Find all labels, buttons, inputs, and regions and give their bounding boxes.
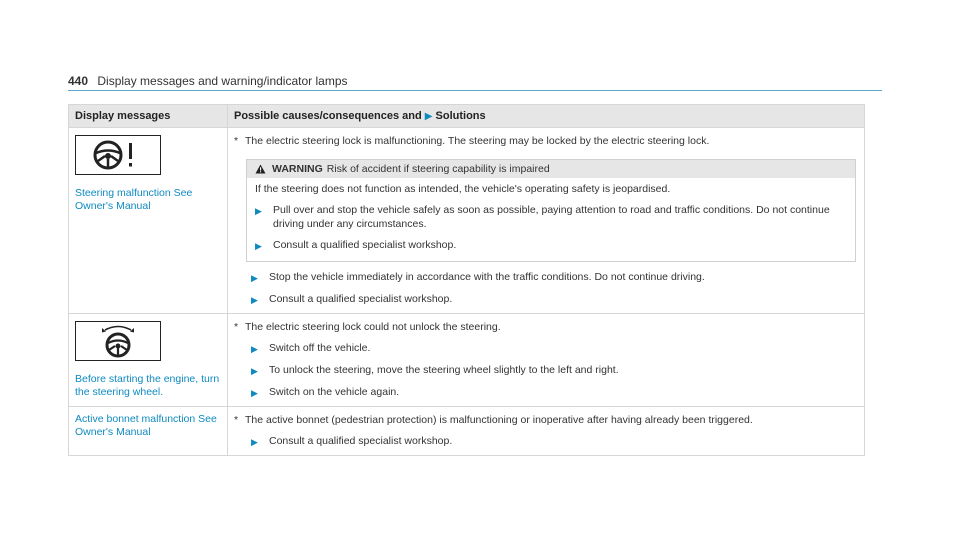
solution-step: ▶ Stop the vehicle immediately in accordance with the traffic conditions. Do not continue driving.: [251, 271, 705, 283]
solution-step: ▶ Switch on the vehicle again.: [251, 386, 400, 398]
display-message-text: Active bonnet malfunction See Owner's Manual: [75, 413, 217, 438]
warning-step: ▶ Consult a qualified specialist workshop.: [255, 239, 457, 251]
warning-label: WARNING: [272, 163, 323, 175]
causes-cell: [228, 128, 865, 314]
steering-wheel-warning-icon: [75, 135, 161, 175]
warning-header: [247, 160, 855, 178]
arrow-icon: ▶: [251, 295, 258, 305]
table-row: [69, 128, 865, 314]
display-message-cell: [69, 128, 228, 314]
solution-step: ▶ Consult a qualified specialist workshop.: [251, 435, 453, 447]
warning-body: [247, 178, 855, 261]
table-row: [69, 407, 865, 456]
warning-text: If the steering does not function as intended, the vehicle's operating safety is jeopardised.: [255, 183, 671, 195]
display-message-cell: [69, 407, 228, 456]
page-header: [68, 74, 348, 88]
solutions-arrow-icon: ▶: [424, 111, 433, 122]
bullet: *: [234, 414, 239, 426]
page-number: 440: [68, 74, 89, 88]
causes-cell: [228, 314, 865, 407]
warning-headline: Risk of accident if steering capability is impaired: [326, 163, 550, 175]
warning-step: ▶ Pull over and stop the vehicle safely as soon as possible, paying attention to road and traffic conditions. Do not continue driving under any circumstances.: [255, 204, 830, 230]
arrow-icon: ▶: [251, 437, 258, 447]
page-title: Display messages and warning/indicator lamps: [97, 74, 348, 88]
cause-text: * The electric steering lock is malfunctioning. The steering may be locked by the electric steering lock.: [234, 135, 710, 147]
cause-text: * The electric steering lock could not unlock the steering.: [234, 321, 501, 333]
warning-triangle-icon: [255, 164, 266, 174]
arrow-icon: ▶: [255, 241, 262, 251]
arrow-icon: ▶: [251, 366, 258, 376]
bullet: *: [234, 321, 239, 333]
display-messages-table: [68, 104, 865, 456]
steering-wheel-turn-icon: [75, 321, 161, 361]
column-header-causes: Possible causes/consequences and ▶ Solutions: [228, 105, 865, 128]
warning-box: [246, 159, 856, 262]
bullet: *: [234, 135, 239, 147]
solution-step: ▶ Switch off the vehicle.: [251, 342, 371, 354]
solution-step: ▶ Consult a qualified specialist workshop.: [251, 293, 453, 305]
display-message-text: Before starting the engine, turn the steering wheel.: [75, 373, 220, 398]
table-row: [69, 314, 865, 407]
causes-cell: [228, 407, 865, 456]
arrow-icon: ▶: [251, 388, 258, 398]
display-message-text: Steering malfunction See Owner's Manual: [75, 187, 193, 212]
arrow-icon: ▶: [251, 273, 258, 283]
display-message-cell: [69, 314, 228, 407]
arrow-icon: ▶: [251, 344, 258, 354]
solution-step: ▶ To unlock the steering, move the steering wheel slightly to the left and right.: [251, 364, 619, 376]
column-header-display-messages: Display messages: [69, 105, 228, 128]
cause-text: * The active bonnet (pedestrian protection) is malfunctioning or inoperative after having already been triggered.: [234, 414, 753, 426]
arrow-icon: ▶: [255, 206, 262, 216]
table-header-row: [69, 105, 865, 128]
header-divider: [68, 90, 882, 91]
